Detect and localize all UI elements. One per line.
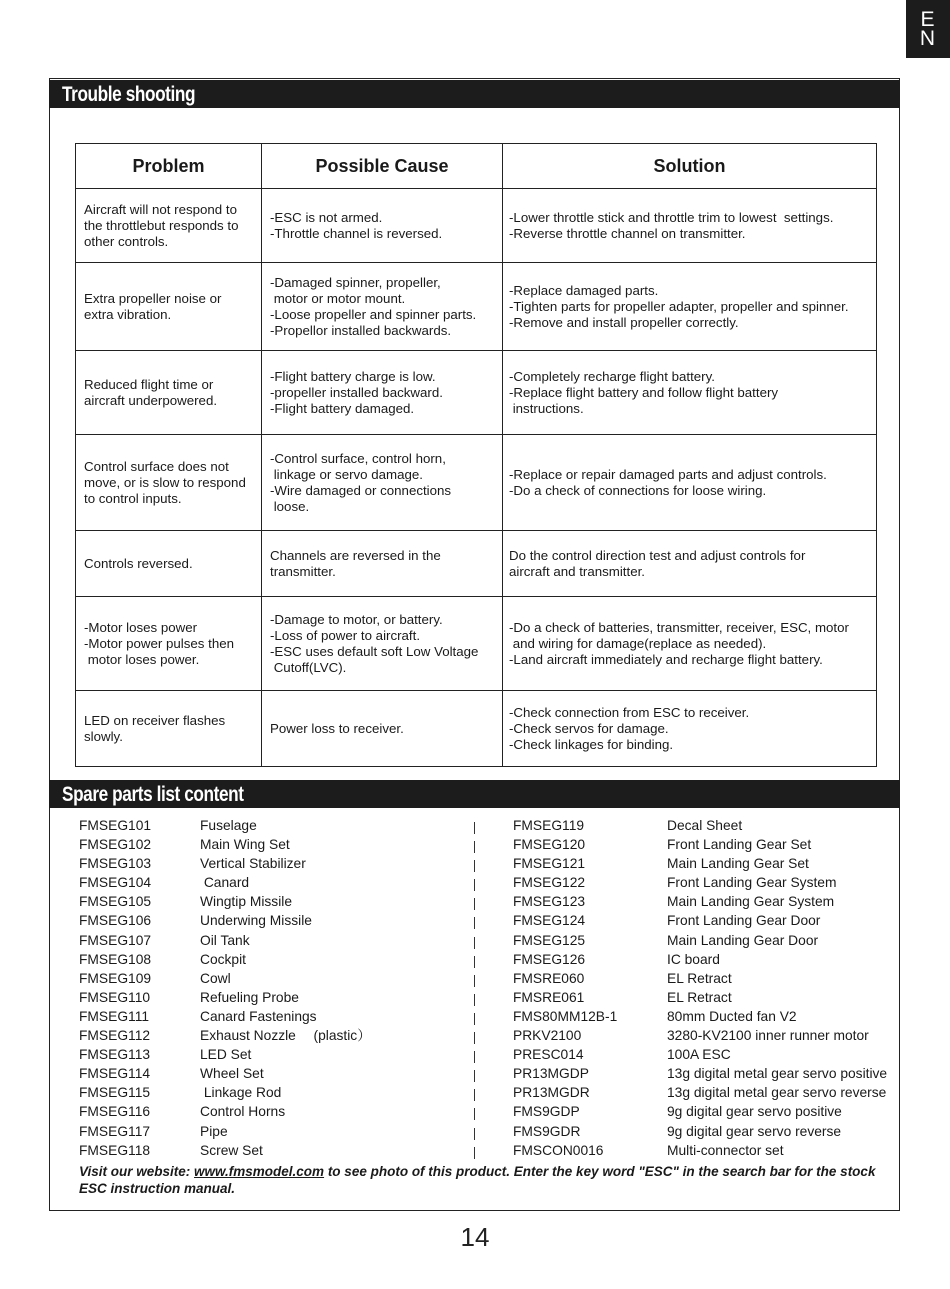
website-note-suffix: to see photo of this product. Enter the key word "ESC" in the search bar for the stock ESC instruction manual. [79,1164,876,1196]
part-row [79,931,371,950]
part-name: Control Horns [200,1104,286,1120]
part-name: Linkage Rod [200,1085,282,1101]
website-note [79,1163,894,1197]
cause-cell [262,597,503,691]
part-name: Main Wing Set [200,837,290,853]
cause-cell [262,189,503,263]
table-row [76,691,877,767]
divider-tick [474,879,475,891]
solution-cell [503,435,877,531]
part-code: FMSEG104 [79,875,152,891]
part-code: FMSEG102 [79,837,152,853]
part-name: Exhaust Nozzle (plastic） [200,1028,371,1044]
part-name: Oil Tank [200,932,250,948]
solution-cell [503,597,877,691]
part-row [79,988,371,1007]
cell-text-line: -Control surface, control horn, [270,450,446,466]
cell-text-line: Extra propeller noise or [84,290,222,306]
part-code: FMS9GDR [513,1123,581,1139]
solution-cell [503,691,877,767]
spare-parts-title: Spare parts list content [49,780,900,808]
part-code: PRKV2100 [513,1028,582,1044]
cell-text-line: -Motor loses power [84,619,198,635]
part-code: FMSEG121 [513,856,586,872]
divider-tick [474,956,475,968]
part-code: FMSEG123 [513,894,586,910]
part-name: Main Landing Gear Door [667,932,819,948]
part-name: Cowl [200,970,231,986]
cell-text-line: -Replace or repair damaged parts and adjust controls. [509,466,827,482]
cell-text-line: -Loose propeller and spinner parts. [270,306,477,322]
part-name: 80mm Ducted fan V2 [667,1008,797,1024]
part-name: Multi-connector set [667,1142,784,1158]
part-code: FMSEG111 [79,1008,150,1024]
part-row [513,873,887,892]
part-row [513,969,887,988]
cell-text-line: Controls reversed. [84,555,193,571]
part-name: Decal Sheet [667,818,743,833]
part-code: PR13MGDR [513,1085,590,1101]
part-row [513,892,887,911]
part-name: 9g digital gear servo positive [667,1104,842,1120]
cell-text-line: the throttlebut responds to [84,217,239,233]
part-name: Cockpit [200,951,247,967]
part-name: Wheel Set [200,1066,264,1082]
spare-parts-right-column [513,816,887,1160]
part-row [513,1122,887,1141]
divider-tick [474,1070,475,1082]
cell-text-line: -ESC uses default soft Low Voltage [270,643,479,659]
part-name: Front Landing Gear Door [667,913,821,929]
lang-letter-n: N [919,27,937,50]
part-row [513,835,887,854]
part-code: FMSEG108 [79,951,152,967]
cell-text-line: Control surface does not [84,458,229,474]
troubleshooting-rows [76,189,877,767]
part-name: Pipe [200,1123,228,1139]
cell-text-line: motor or motor mount. [270,290,406,306]
cell-text-line: -Do a check of batteries, transmitter, receiver, ESC, motor [509,619,849,635]
cell-text-line: -Motor power pulses then [84,635,235,651]
part-row [513,854,887,873]
divider-tick [474,1128,475,1140]
part-row [79,873,371,892]
part-code: FMSEG103 [79,856,152,872]
cell-text-line: Reduced flight time or [84,376,214,392]
divider-tick [474,1013,475,1025]
part-name: Underwing Missile [200,913,312,929]
table-row [76,263,877,351]
cause-cell [262,263,503,351]
part-code: FMSEG126 [513,951,586,967]
header-problem: Problem [76,144,262,189]
cell-text-line: -Check linkages for binding. [509,736,674,752]
part-name: Front Landing Gear System [667,875,837,891]
website-link[interactable]: www.fmsmodel.com [194,1164,325,1179]
divider-tick [474,975,475,987]
divider-tick [474,822,475,834]
page-number: 14 [460,1222,490,1252]
part-name: Canard Fastenings [200,1008,317,1024]
part-row [79,1007,371,1026]
part-row [513,1064,887,1083]
part-row [79,1141,371,1160]
part-row [513,911,887,930]
problem-cell [76,263,262,351]
cell-text-line: LED on receiver flashes [84,712,226,728]
cause-cell [262,435,503,531]
cell-text-line: loose. [270,498,310,514]
divider-tick [474,1108,475,1120]
part-row [79,1083,371,1102]
table-row [76,351,877,435]
part-name: Main Landing Gear Set [667,856,809,872]
problem-cell [76,435,262,531]
cell-text-line: -Tighten parts for propeller adapter, propeller and spinner. [509,298,849,314]
troubleshooting-table [75,143,877,767]
part-row [513,1102,887,1121]
divider-tick [474,841,475,853]
cell-text-line: slowly. [84,728,123,744]
part-row [513,1007,887,1026]
part-row [513,1026,887,1045]
cell-text-line: -Throttle channel is reversed. [270,225,443,241]
part-name: Vertical Stabilizer [200,856,306,872]
cell-text-line: Channels are reversed in the [270,547,441,563]
cell-text-line: -Check connection from ESC to receiver. [509,704,750,720]
language-tab [906,0,950,58]
part-name: 13g digital metal gear servo positive [667,1066,888,1082]
part-code: FMSEG114 [79,1066,151,1082]
part-row [79,1122,371,1141]
part-code: FMSEG105 [79,894,152,910]
cell-text-line: transmitter. [270,563,336,579]
part-name: 100A ESC [667,1047,731,1063]
part-code: PR13MGDP [513,1066,589,1082]
header-possible-cause: Possible Cause [262,144,503,189]
cell-text-line: -ESC is not armed. [270,209,383,225]
part-row [79,892,371,911]
cause-cell [262,531,503,597]
part-row [79,1064,371,1083]
cell-text-line: move, or is slow to respond [84,474,246,490]
problem-cell [76,531,262,597]
cell-text-line: Do the control direction test and adjust controls for [509,547,806,563]
cell-text-line: -Replace damaged parts. [509,282,659,298]
cell-text-line: aircraft underpowered. [84,392,218,408]
part-name: 13g digital metal gear servo reverse [667,1085,887,1101]
cell-text-line: -Loss of power to aircraft. [270,627,421,643]
cell-text-line: -Flight battery damaged. [270,400,415,416]
cell-text-line: -propeller installed backward. [270,384,443,400]
cell-text-line: to control inputs. [84,490,182,506]
divider-tick [474,917,475,929]
cell-text-line: -Replace flight battery and follow flight battery [509,384,779,400]
cell-text-line: extra vibration. [84,306,172,322]
part-code: FMSCON0016 [513,1142,604,1158]
part-code: FMSEG118 [79,1142,151,1158]
cell-text-line: -Damage to motor, or battery. [270,611,443,627]
problem-cell [76,597,262,691]
part-row [513,950,887,969]
part-row [513,988,887,1007]
table-row [76,531,877,597]
cause-cell [262,691,503,767]
cell-text-line: -Damaged spinner, propeller, [270,274,441,290]
divider-tick [474,937,475,949]
solution-cell [503,189,877,263]
problem-cell [76,351,262,435]
cell-text-line: -Reverse throttle channel on transmitter. [509,225,746,241]
part-name: Fuselage [200,818,257,833]
part-row [79,816,371,835]
part-code: FMS80MM12B-1 [513,1008,618,1024]
part-code: FMSEG107 [79,932,152,948]
solution-cell [503,263,877,351]
table-row [76,189,877,263]
divider-tick [474,860,475,872]
cell-text-line: -Lower throttle stick and throttle trim to lowest settings. [509,209,834,225]
cell-text-line: -Remove and install propeller correctly. [509,314,739,330]
part-code: PRESC014 [513,1047,584,1063]
table-row [76,435,877,531]
cause-cell [262,351,503,435]
part-code: FMSEG112 [79,1028,151,1044]
cell-text-line: -Land aircraft immediately and recharge flight battery. [509,651,823,667]
cell-text-line: and wiring for damage(replace as needed). [509,635,767,651]
part-code: FMSRE061 [513,989,585,1005]
part-name: EL Retract [667,970,732,986]
part-code: FMSRE060 [513,970,585,986]
part-row [79,969,371,988]
part-name: Front Landing Gear Set [667,837,812,853]
problem-cell [76,691,262,767]
part-code: FMSEG125 [513,932,586,948]
solution-cell [503,351,877,435]
part-row [513,816,887,835]
cell-text-line: other controls. [84,233,169,249]
table-header-row [76,144,877,189]
divider-tick [474,994,475,1006]
part-name: 9g digital gear servo reverse [667,1123,842,1139]
cell-text-line: Aircraft will not respond to [84,201,237,217]
spare-parts-left-column [79,816,371,1160]
part-code: FMSEG106 [79,913,152,929]
cell-text-line: linkage or servo damage. [270,466,423,482]
part-row [79,1026,371,1045]
part-row [513,931,887,950]
part-code: FMSEG110 [79,989,151,1005]
header-solution: Solution [503,144,877,189]
cell-text-line: Power loss to receiver. [270,720,404,736]
cell-text-line: -Flight battery charge is low. [270,368,436,384]
part-name: 3280-KV2100 inner runner motor [667,1028,869,1044]
part-row [513,1083,887,1102]
cell-text-line: -Propellor installed backwards. [270,322,452,338]
part-name: Canard [200,875,250,891]
part-code: FMSEG119 [513,818,585,833]
part-name: LED Set [200,1047,252,1063]
part-name: Refueling Probe [200,989,299,1005]
part-name: EL Retract [667,989,732,1005]
part-code: FMSEG101 [79,818,152,833]
part-row [79,911,371,930]
part-row [513,1141,887,1160]
divider-tick [474,898,475,910]
part-name: Wingtip Missile [200,894,292,910]
cell-text-line: motor loses power. [84,651,200,667]
lang-letter-e: E [920,8,936,31]
cell-text-line: -Completely recharge flight battery. [509,368,715,384]
part-row [79,835,371,854]
part-code: FMSEG117 [79,1123,151,1139]
problem-cell [76,189,262,263]
cell-text-line: aircraft and transmitter. [509,563,645,579]
part-code: FMSEG124 [513,913,586,929]
part-row [79,1102,371,1121]
part-name: Screw Set [200,1142,263,1158]
part-row [79,950,371,969]
cell-text-line: instructions. [509,400,584,416]
part-row [79,1045,371,1064]
part-row [513,1045,887,1064]
part-row [79,854,371,873]
cell-text-line: -Check servos for damage. [509,720,669,736]
part-code: FMSEG122 [513,875,586,891]
part-code: FMSEG116 [79,1104,151,1120]
part-code: FMSEG120 [513,837,586,853]
table-row [76,597,877,691]
part-code: FMSEG113 [79,1047,151,1063]
part-name: IC board [667,951,720,967]
column-divider [474,822,475,1166]
troubleshooting-title: Trouble shooting [49,80,900,108]
part-code: FMSEG115 [79,1085,151,1101]
part-code: FMSEG109 [79,970,152,986]
cell-text-line: -Do a check of connections for loose wiring. [509,482,767,498]
cell-text-line: Cutoff(LVC). [270,659,347,675]
website-note-prefix: Visit our website: [79,1164,195,1179]
solution-cell [503,531,877,597]
divider-tick [474,1051,475,1063]
divider-tick [474,1032,475,1044]
divider-tick [474,1147,475,1159]
cell-text-line: -Wire damaged or connections [270,482,452,498]
part-name: Main Landing Gear System [667,894,835,910]
divider-tick [474,1089,475,1101]
part-code: FMS9GDP [513,1104,580,1120]
